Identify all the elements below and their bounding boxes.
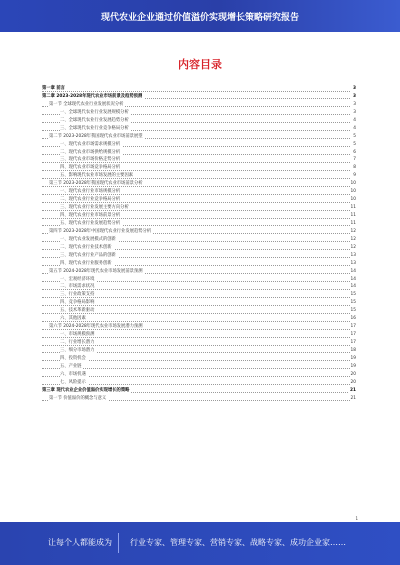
toc-entry-label: 第一节 价值溢价的概念与意义: [49, 395, 107, 401]
toc-entry-label: 一、全球现代农业行业发展规模分析: [60, 109, 129, 115]
toc-entry[interactable]: [42, 395, 356, 403]
toc-entry-label: 二、市场需求状况: [60, 284, 95, 290]
toc-entry-page: 12: [350, 236, 356, 242]
dot-leader: [42, 162, 350, 163]
dot-leader: [42, 368, 350, 369]
toc-entry-page: 3: [353, 101, 356, 107]
toc-entry[interactable]: [42, 379, 356, 387]
toc-entry-label: 一、现代农业市场需求规模分析: [60, 141, 121, 147]
toc-entry-label: 二、现代农业行业竞争格局分析: [60, 197, 121, 203]
dot-leader: [42, 297, 350, 298]
toc-entry-label: 四、现代农业市场竞争格局分析: [60, 165, 121, 171]
toc-entry-page: 7: [353, 157, 356, 163]
toc-entry-page: 9: [353, 173, 356, 179]
toc-entry-page: 19: [350, 355, 356, 361]
toc-entry-page: 16: [350, 316, 356, 322]
toc-entry-page: 15: [350, 300, 356, 306]
toc-entry-page: 12: [350, 244, 356, 250]
toc-entry-label: 一、现代农业发展模式的创新: [60, 236, 116, 242]
toc-entry[interactable]: [42, 291, 356, 299]
toc-entry-label: 五、技术革新驱动: [60, 308, 95, 314]
toc-entry-page: 13: [350, 260, 356, 266]
toc-entry[interactable]: [42, 149, 356, 157]
toc-entry-page: 17: [350, 324, 356, 330]
toc-entry-page: 15: [350, 292, 356, 298]
toc-entry-page: 19: [350, 363, 356, 369]
toc-entry-page: 3: [353, 109, 356, 115]
toc-entry[interactable]: [42, 93, 356, 101]
toc-entry-label: 二、行业增长潜力: [60, 340, 95, 345]
toc-entry[interactable]: [42, 164, 356, 172]
toc-entry-label: 三、现代农业行业产品的创新: [60, 252, 116, 258]
toc-entry-page: 17: [350, 332, 356, 338]
toc-entry[interactable]: [42, 244, 356, 252]
toc-entry-page: 20: [350, 379, 356, 385]
toc-entry-label: 七、风险提示: [60, 379, 86, 385]
toc-entry[interactable]: [42, 299, 356, 307]
toc-entry-label: 三、现代农业行业发展主要方向分析: [60, 205, 129, 211]
toc-entry-label: 四、现代农业行业市场前景分析: [60, 213, 121, 218]
toc-entry-page: 12: [350, 228, 356, 234]
toc-entry[interactable]: [42, 355, 356, 363]
toc-entry-page: 20: [350, 371, 356, 377]
toc-entry-label: 第三节 2023-2028年我国现代农业市场前景分析: [49, 181, 143, 187]
toc-entry-page: 15: [350, 308, 356, 314]
toc-entry-page: 11: [350, 213, 356, 218]
dot-leader: [42, 360, 350, 361]
toc-entry-label: 四、投资机会: [60, 355, 86, 361]
toc-entry-label: 二、现代农业市场供给规模分析: [60, 149, 121, 155]
toc-entry-label: 一、市场规模预测: [60, 332, 95, 338]
footer-divider: [118, 533, 119, 553]
toc-entry-page: 11: [350, 220, 356, 226]
toc-entry[interactable]: [42, 387, 356, 395]
toc-entry-page: 8: [353, 165, 356, 171]
dot-leader: [42, 376, 350, 377]
dot-leader: [42, 289, 350, 290]
toc-entry-label: 一、现代农业行业市场规模分析: [60, 189, 121, 195]
toc-entry[interactable]: [42, 156, 356, 164]
toc-entry-page: 21: [350, 395, 356, 401]
toc-entry-page: 4: [353, 117, 356, 123]
dot-leader: [42, 384, 350, 385]
toc-entry-label: 五、影响现代农业市场发展的主要因素: [60, 173, 134, 179]
toc-entry[interactable]: [42, 323, 356, 331]
toc-entry[interactable]: [42, 125, 356, 133]
toc-entry-page: 5: [353, 133, 356, 139]
toc-entry-label: 第一节 全球现代农业行业发展状况分析: [49, 101, 124, 107]
toc-entry-label: 第二章 2023-2028年现代农业市场前景及趋势预测: [42, 93, 143, 99]
toc-entry-label: 第三章 现代农业企业价值溢价实现增长的策略: [42, 387, 130, 393]
toc-entry-label: 第二节 2023-2028年我国现代农业市场前景展望: [49, 133, 143, 139]
dot-leader: [42, 170, 350, 171]
toc-entry-label: 六、市场机遇: [60, 371, 86, 377]
toc-entry[interactable]: [42, 347, 356, 355]
toc-entry[interactable]: [42, 117, 356, 125]
toc-entry-label: 四、竞争格局影响: [60, 300, 95, 306]
toc-entry-page: 10: [350, 189, 356, 195]
toc-entry[interactable]: [42, 371, 356, 379]
toc-entry[interactable]: [42, 101, 356, 109]
toc-entry[interactable]: [42, 220, 356, 228]
toc-entry-label: 第四节 2023-2028年中国现代农业行业发展趋势分析: [49, 228, 152, 234]
footer-banner: [0, 522, 400, 565]
toc-entry-label: 四、现代农业行业服务创新: [60, 260, 112, 266]
footer-slogan-right: 行业专家、管理专家、营销专家、战略专家、成功企业家……: [130, 538, 346, 547]
toc-entry-label: 三、现代农业市场价格走势分析: [60, 157, 121, 163]
toc-entry[interactable]: [42, 363, 356, 371]
toc-entry-page: 3: [353, 86, 356, 91]
toc-entry[interactable]: [42, 331, 356, 339]
toc-entry-label: 三、行业政策支持: [60, 292, 95, 298]
toc-entry-label: 二、现代农业行业技术创新: [60, 244, 112, 250]
toc-entry-label: 一、宏观经济环境: [60, 276, 95, 282]
toc-entry[interactable]: [42, 204, 356, 212]
toc-entry-label: 三、全球现代农业行业竞争格局分析: [60, 125, 129, 131]
toc-entry[interactable]: [42, 180, 356, 188]
toc-entry-page: 17: [350, 340, 356, 345]
toc-entry[interactable]: [42, 109, 356, 117]
toc-entry-page: 13: [350, 252, 356, 258]
toc-entry[interactable]: [42, 307, 356, 315]
toc-entry-label: 二、全球现代农业行业发展趋势分析: [60, 117, 129, 123]
toc-entry[interactable]: [42, 315, 356, 323]
header-banner: [0, 0, 400, 32]
document-title: 现代农业企业通过价值溢价实现增长策略研究报告: [100, 12, 299, 23]
toc-title: 内容目录: [178, 58, 222, 71]
dot-leader: [42, 321, 350, 322]
toc-entry[interactable]: [42, 276, 356, 284]
toc-entry[interactable]: [42, 260, 356, 268]
toc-entry-label: 五、现代农业行业发展趋势分析: [60, 220, 121, 226]
toc-entry[interactable]: [42, 141, 356, 149]
toc-entry-page: 10: [350, 197, 356, 203]
toc-entry[interactable]: [42, 133, 356, 141]
toc-entry-page: 5: [353, 141, 356, 147]
toc-entry-label: 五、产业链: [60, 363, 82, 369]
toc-entry-page: 4: [353, 125, 356, 131]
toc-entry-page: 11: [350, 205, 356, 211]
toc-entry[interactable]: [42, 172, 356, 180]
toc-entry-page: 21: [350, 387, 356, 393]
toc-entry-label: 六、其他因素: [60, 316, 86, 322]
footer-slogan-left: 让每个人都能成为: [48, 538, 112, 547]
toc-entry[interactable]: [42, 188, 356, 196]
dot-leader: [42, 91, 350, 92]
toc-entry[interactable]: [42, 268, 356, 276]
toc-entry-page: 3: [353, 93, 356, 99]
toc-entry-page: 14: [350, 276, 356, 282]
toc-entry-page: 14: [350, 284, 356, 290]
toc-entry-label: 第一章 前言: [42, 86, 65, 91]
toc-entry-label: 第六节 2024-2028年现代农业市场发展潜力预测: [49, 324, 143, 330]
toc-entry[interactable]: [42, 228, 356, 236]
toc-entry-page: 6: [353, 149, 356, 155]
toc-entry[interactable]: [42, 212, 356, 220]
page-number: 1: [355, 516, 358, 521]
toc-entry-page: 18: [350, 347, 356, 353]
toc-entry[interactable]: [42, 252, 356, 260]
table-of-contents: [42, 85, 356, 403]
toc-entry[interactable]: [42, 236, 356, 244]
toc-entry[interactable]: [42, 196, 356, 204]
toc-entry[interactable]: [42, 85, 356, 93]
toc-entry-page: 14: [350, 268, 356, 274]
toc-entry[interactable]: [42, 283, 356, 291]
toc-entry[interactable]: [42, 339, 356, 347]
toc-entry-label: 三、细分市场潜力: [60, 347, 95, 353]
toc-entry-label: 第五节 2024-2028年现代农业市场发展前景预测: [49, 268, 143, 274]
toc-entry-page: 10: [350, 181, 356, 187]
